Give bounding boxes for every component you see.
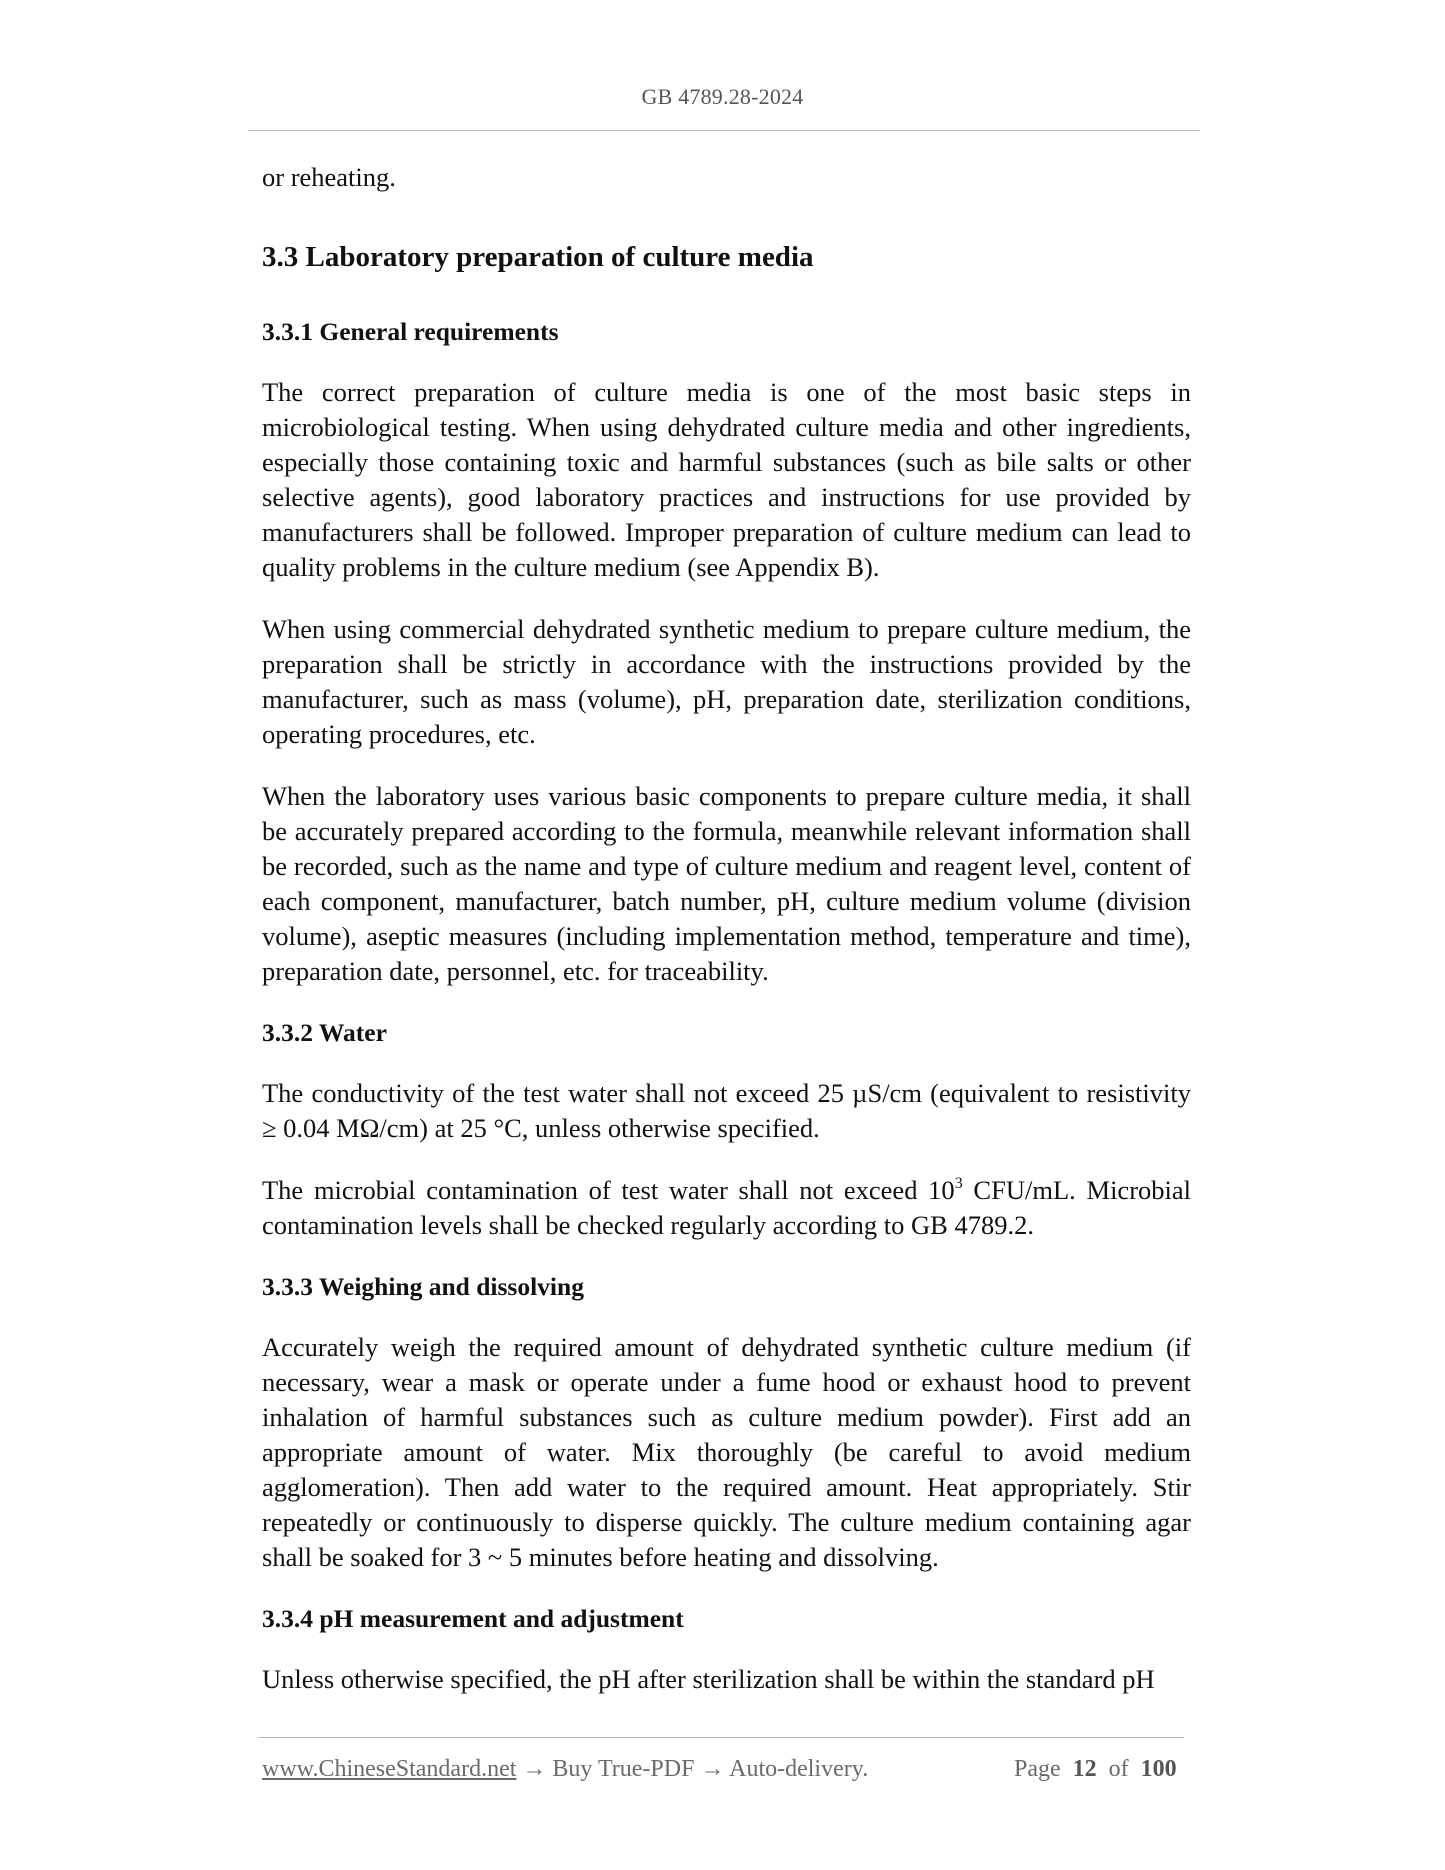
page-current: 12 [1072,1756,1097,1782]
subsection-heading-3-3-2: 3.3.2 Water [262,1018,387,1047]
continuation-text: or reheating. [262,162,396,192]
page-total: 100 [1140,1756,1177,1782]
footer-promo [262,1756,868,1783]
paragraph-water-1: The conductivity of the test water shall not exceed 25 µS/cm (equivalent to resistivity ≥ 0.04 MΩ/cm) at 25 °C, unless otherwise specified. [262,1078,1191,1143]
page-label: Page [1014,1756,1061,1782]
paragraph-ph: Unless otherwise specified, the pH after sterilization shall be within the standard pH [262,1664,1155,1694]
page-content [262,160,1191,1724]
promo-text: → Buy True-PDF → Auto-delivery. [516,1756,869,1782]
site-link[interactable]: www.ChineseStandard.net [262,1756,517,1782]
paragraph-general-1: The correct preparation of culture media is one of the most basic steps in microbiological testing. When using dehydrated culture media and other ingredients, especially those containing toxic and harmful substances (such as bile salts or other selective agents), good laboratory practices and instructions for use provided by manufacturers shall be followed. Improper preparation of culture medium can lead to quality problems in the culture medium (see Appendix B). [262,377,1191,582]
paragraph-general-3: When the laboratory uses various basic components to prepare culture media, it shall be accurately prepared according to the formula, meanwhile relevant information shall be recorded, such as the name and type of culture medium and reagent level, content of each component, manufacturer, batch number, pH, culture medium volume (division volume), aseptic measures (including implementation method, temperature and time), preparation date, personnel, etc. for traceability. [262,781,1191,986]
document-id-header: GB 4789.28-2024 [641,84,804,109]
header-divider [248,130,1200,131]
water-text-pre: The microbial contamination of test water shall not exceed 10 [262,1175,955,1205]
page-of: of [1108,1756,1129,1782]
section-heading-3-3: 3.3 Laboratory preparation of culture media [262,241,814,273]
paragraph-water-2 [262,1173,1191,1243]
exponent: 3 [954,1174,963,1192]
paragraph-general-2: When using commercial dehydrated synthetic medium to prepare culture medium, the preparation shall be strictly in accordance with the instructions provided by the manufacturer, such as mass (volume), pH, preparation date, sterilization conditions, operating procedures, etc. [262,614,1191,749]
footer-divider [258,1737,1184,1738]
water-text-post: CFU/mL. Microbial contamination levels shall be checked regularly according to GB 4789.2. [262,1175,1192,1240]
subsection-heading-3-3-3: 3.3.3 Weighing and dissolving [262,1272,584,1301]
page-number [1014,1756,1177,1783]
paragraph-weighing: Accurately weigh the required amount of dehydrated synthetic culture medium (if necessary, wear a mask or operate under a fume hood or exhaust hood to prevent inhalation of harmful substances such as culture medium powder). First add an appropriate amount of water. Mix thoroughly (be careful to avoid medium agglomeration). Then add water to the required amount. Heat appropriately. Stir repeatedly or continuously to disperse quickly. The culture medium containing agar shall be soaked for 3 ~ 5 minutes before heating and dissolving. [262,1332,1191,1572]
subsection-heading-3-3-4: 3.3.4 pH measurement and adjustment [262,1604,684,1633]
subsection-heading-3-3-1: 3.3.1 General requirements [262,317,559,346]
